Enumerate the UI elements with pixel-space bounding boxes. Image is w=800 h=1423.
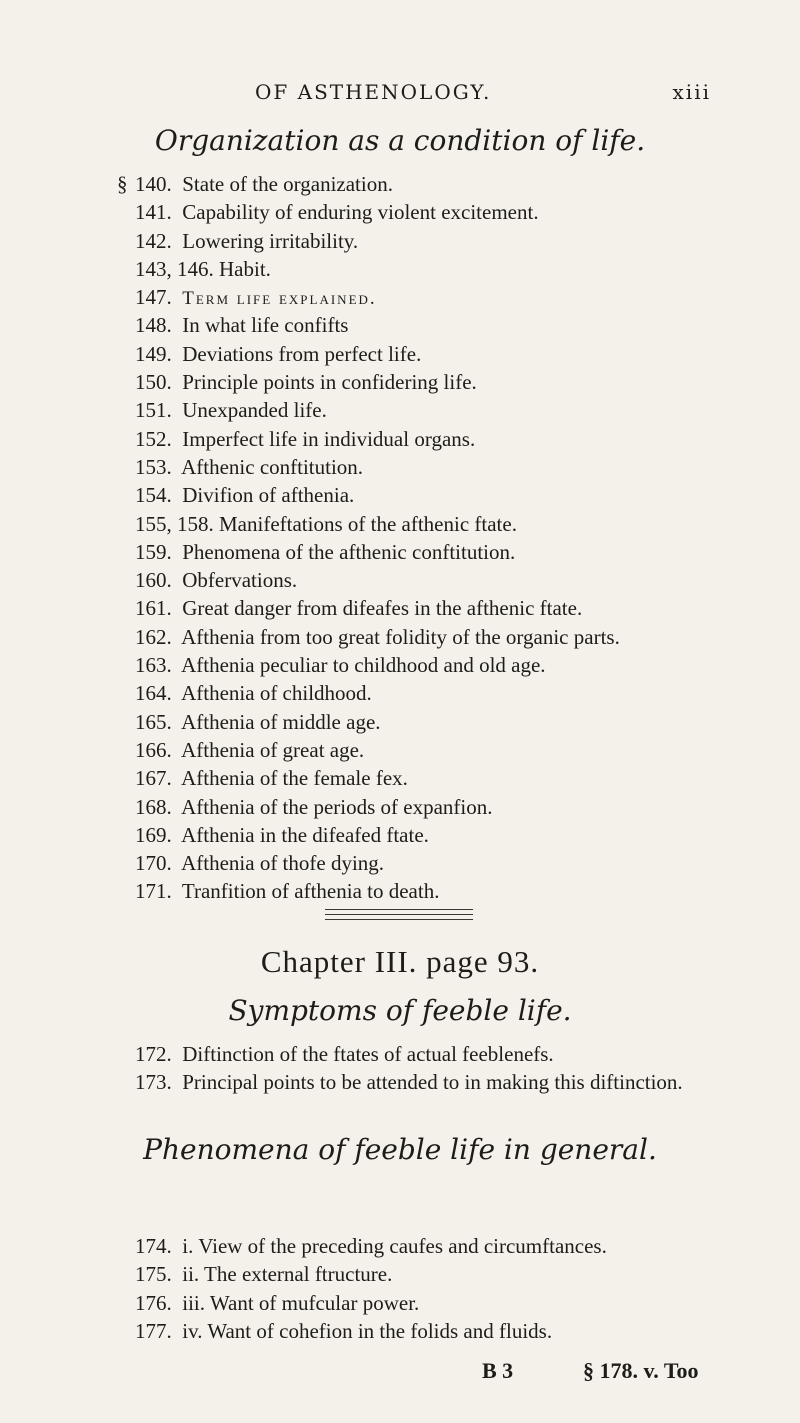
entry-number: 163. xyxy=(135,653,172,678)
entry-number: 170. xyxy=(135,851,172,876)
entry-text: Habit. xyxy=(219,256,271,281)
entry-number: 153. xyxy=(135,454,172,479)
toc-entry xyxy=(135,396,620,424)
entry-number: 140. xyxy=(135,172,172,196)
toc-entry xyxy=(135,821,620,849)
entry-text: Divifion of afthenia. xyxy=(182,483,355,508)
toc-entry xyxy=(135,1289,607,1317)
toc-entry xyxy=(135,679,620,707)
toc-entry xyxy=(135,283,620,311)
page-footer xyxy=(0,1358,800,1388)
entry-number: 160. xyxy=(135,568,172,593)
entry-text: Afthenia peculiar to childhood and old age. xyxy=(181,653,546,678)
entry-text: In what life confifts xyxy=(182,313,349,338)
toc-entry xyxy=(135,849,620,877)
toc-entry xyxy=(135,1068,683,1096)
toc-entry xyxy=(135,368,620,396)
entry-text: Lowering irritability. xyxy=(182,228,359,253)
toc-entry xyxy=(135,764,620,792)
section-mark: § xyxy=(117,172,128,196)
entry-number: 155, 158. xyxy=(135,511,214,536)
entry-text: Afthenia of thofe dying. xyxy=(181,851,385,876)
entry-number: 177. xyxy=(135,1318,172,1343)
entry-text: Obfervations. xyxy=(182,568,298,593)
chapter-heading: Chapter III. page 93. xyxy=(260,944,540,979)
entry-number: 171. xyxy=(135,879,172,904)
entry-number: 152. xyxy=(135,426,172,451)
toc-entry xyxy=(135,425,620,453)
toc-entry xyxy=(135,877,620,905)
entry-number: 159. xyxy=(135,539,172,564)
toc-entry xyxy=(135,340,620,368)
toc-entry xyxy=(135,1260,607,1288)
section-heading-phenomena: Phenomena of feeble life in general. xyxy=(143,1133,657,1166)
entry-text: Afthenia of great age. xyxy=(181,737,365,762)
section-heading-organization: Organization as a condition of life. xyxy=(154,124,646,157)
entry-number: 166. xyxy=(135,737,172,762)
entry-number: 162. xyxy=(135,624,172,649)
entry-text: Afthenia from too great folidity of the organic parts. xyxy=(181,624,620,649)
entry-text: Capability of enduring violent excitement. xyxy=(182,200,539,225)
entry-number: 173. xyxy=(135,1070,172,1095)
entry-text: Imperfect life in individual organs. xyxy=(182,426,476,451)
toc-entry xyxy=(135,227,620,255)
section-entries-phenomena xyxy=(135,1232,607,1345)
toc-entry xyxy=(135,793,620,821)
entry-number: 176. xyxy=(135,1290,172,1315)
entry-number: 151. xyxy=(135,398,172,423)
toc-entry xyxy=(135,736,620,764)
toc-entry xyxy=(135,594,620,622)
entry-text: Afthenia of middle age. xyxy=(181,709,381,734)
toc-entry xyxy=(135,255,620,283)
chapter-entries xyxy=(135,1040,683,1097)
entry-number: 149. xyxy=(135,341,172,366)
chapter-divider xyxy=(325,909,473,923)
entry-number: 148. xyxy=(135,313,172,338)
toc-entry xyxy=(135,566,620,594)
entry-text: iv. Want of cohefion in the folids and fluids. xyxy=(182,1318,553,1343)
toc-entry xyxy=(135,1317,607,1345)
entry-number: 165. xyxy=(135,709,172,734)
entry-text: Manifeftations of the afthenic ftate. xyxy=(219,511,517,536)
entry-number: 167. xyxy=(135,766,172,791)
entry-number: 141. xyxy=(135,200,172,225)
toc-entry xyxy=(135,1232,607,1260)
entry-number: 175. xyxy=(135,1262,172,1287)
entry-number: 154. xyxy=(135,483,172,508)
entry-number: 161. xyxy=(135,596,172,621)
toc-entry xyxy=(135,198,620,226)
entry-text: Principal points to be attended to in making this diftinction. xyxy=(182,1070,683,1095)
page-number: xiii xyxy=(672,80,711,104)
toc-entry xyxy=(135,311,620,339)
entry-text: Afthenia of childhood. xyxy=(181,681,372,706)
toc-entry xyxy=(135,651,620,679)
entry-text: Diftinction of the ftates of actual feeblenefs. xyxy=(182,1042,554,1066)
entry-text: Afthenia of the female fex. xyxy=(181,766,408,791)
entry-text: Unexpanded life. xyxy=(182,398,327,423)
entry-text: State of the organization. xyxy=(182,172,393,196)
toc-entry xyxy=(135,538,620,566)
signature-mark: B 3 xyxy=(482,1358,514,1383)
entry-text: Term life explained. xyxy=(182,288,377,310)
entry-text: Afthenic conftitution. xyxy=(181,454,364,479)
entry-number: 150. xyxy=(135,370,172,395)
toc-entry xyxy=(135,510,620,538)
entry-text: i. View of the preceding caufes and circumftances. xyxy=(182,1234,607,1258)
entry-text: Tranfition of afthenia to death. xyxy=(181,879,440,904)
catchword: § 178. v. Too xyxy=(583,1358,699,1383)
entry-text: Deviations from perfect life. xyxy=(182,341,422,366)
entry-number: 147. xyxy=(135,285,172,310)
entry-text: iii. Want of mufcular power. xyxy=(182,1290,420,1315)
toc-entry xyxy=(135,481,620,509)
toc-entry xyxy=(135,623,620,651)
entry-number: 172. xyxy=(135,1042,172,1066)
entry-text: Principle points in confidering life. xyxy=(182,370,477,395)
entry-number: 168. xyxy=(135,794,172,819)
chapter-subheading: Symptoms of feeble life. xyxy=(228,994,572,1027)
entry-number: 142. xyxy=(135,228,172,253)
entry-text: Great danger from difeafes in the afthenic ftate. xyxy=(182,596,583,621)
running-head xyxy=(255,80,725,108)
entry-number: 174. xyxy=(135,1234,172,1258)
toc-entry xyxy=(135,708,620,736)
section-entries-organization xyxy=(117,170,620,906)
toc-entry xyxy=(135,453,620,481)
toc-entry xyxy=(117,170,620,198)
entry-number: 164. xyxy=(135,681,172,706)
entry-text: Phenomena of the afthenic conftitution. xyxy=(182,539,516,564)
entry-text: Afthenia in the difeafed ftate. xyxy=(181,822,429,847)
entry-text: Afthenia of the periods of expanfion. xyxy=(181,794,493,819)
entry-number: 169. xyxy=(135,822,172,847)
entry-text: ii. The external ftructure. xyxy=(182,1262,393,1287)
toc-entry xyxy=(135,1040,683,1068)
entry-number: 143, 146. xyxy=(135,256,214,281)
running-head-title: OF ASTHENOLOGY. xyxy=(255,80,492,104)
